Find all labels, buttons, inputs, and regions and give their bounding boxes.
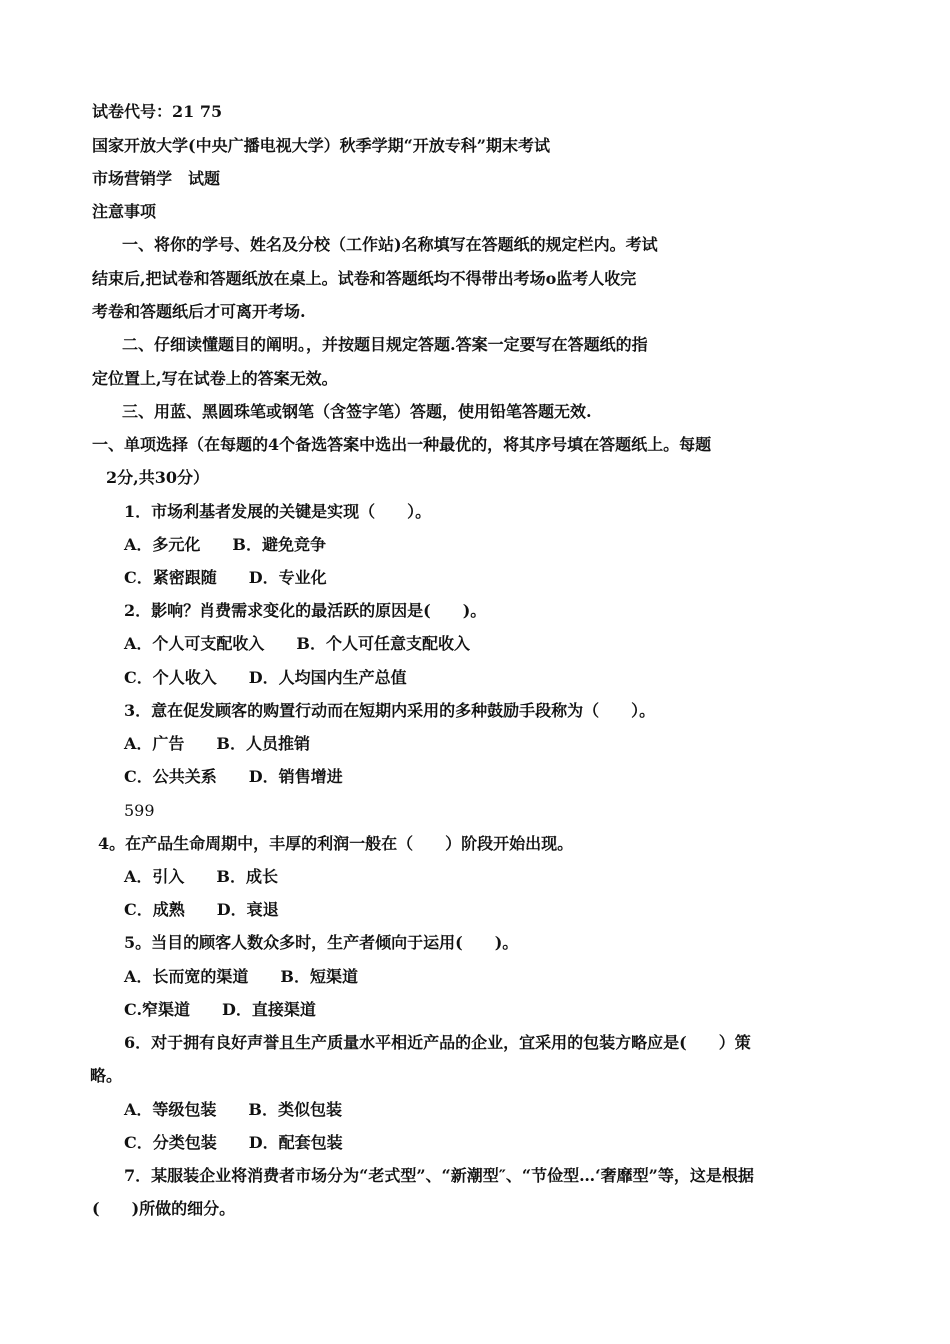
question-option: C．成熟 D．衰退 bbox=[124, 900, 279, 919]
notes-line: 考卷和答题纸后才可离开考场. bbox=[92, 302, 306, 321]
question-option: A．引入 B．成长 bbox=[124, 867, 278, 886]
notes-line: 三、用蓝、黑圆珠笔或钢笔（含签字笔）答题，使用铅笔答题无效. bbox=[122, 402, 592, 421]
question-stem-cont: ( )所做的细分。 bbox=[92, 1199, 236, 1218]
question-option: C．个人收入 D．人均国内生产总值 bbox=[124, 668, 407, 687]
question-stem: 3．意在促发顾客的购置行动而在短期内采用的多种鼓励手段称为（ ）。 bbox=[124, 701, 656, 720]
notes-line: 一、将你的学号、姓名及分校（工作站)名称填写在答题纸的规定栏内。考试 bbox=[122, 235, 658, 254]
question-stem: 4。在产品生命周期中，丰厚的利润一般在（ ）阶段开始出现。 bbox=[98, 834, 574, 853]
question-option: C．分类包装 D．配套包装 bbox=[124, 1133, 343, 1152]
notes-line: 二、仔细读懂题目的阐明。，并按题目规定答题.答案一定要写在答题纸的指 bbox=[122, 335, 648, 354]
question-stem: 7．某服装企业将消费者市场分为“老式型”、“新潮型″、“节俭型…‘奢靡型”等，这是根据 bbox=[124, 1166, 754, 1185]
notes-line: 结束后,把试卷和答题纸放在桌上。试卷和答题纸均不得带出考场o监考人收完 bbox=[92, 269, 637, 288]
page-number: 599 bbox=[124, 801, 155, 820]
question-stem-cont: 略。 bbox=[90, 1066, 123, 1085]
exam-subject: 市场营销学 试题 bbox=[92, 169, 221, 188]
section-title-cont: 2分,共30分） bbox=[106, 468, 209, 487]
exam-code: 试卷代号：21 75 bbox=[92, 102, 223, 121]
question-stem: 1．市场利基者发展的关键是实现（ ）。 bbox=[124, 502, 432, 521]
question-stem: 5。当目的顾客人数众多时，生产者倾向于运用( )。 bbox=[124, 933, 519, 952]
question-option: C．紧密跟随 D．专业化 bbox=[124, 568, 327, 587]
question-option: A．多元化 B．避免竞争 bbox=[124, 535, 326, 554]
question-stem: 2．影响？肖费需求变化的最活跃的原因是( )。 bbox=[124, 601, 487, 620]
question-option: A．等级包装 B．类似包装 bbox=[124, 1100, 342, 1119]
question-option: C.窄渠道 D．直接渠道 bbox=[124, 1000, 316, 1019]
notes-title: 注意事项 bbox=[92, 202, 157, 221]
notes-line: 定位置上,写在试卷上的答案无效。 bbox=[92, 369, 338, 388]
exam-university: 国家开放大学(中央广播电视大学）秋季学期“开放专科”期末考试 bbox=[92, 136, 550, 155]
section-title: 一、单项选择（在每题的4个备选答案中选出一种最优的，将其序号填在答题纸上。每题 bbox=[92, 435, 712, 454]
question-option: A．长而宽的渠道 B．短渠道 bbox=[124, 967, 358, 986]
question-option: A．广告 B．人员推销 bbox=[124, 734, 310, 753]
question-option: A．个人可支配收入 B．个人可任意支配收入 bbox=[124, 634, 470, 653]
question-stem: 6．对于拥有良好声誉且生产质量水平相近产品的企业，宜采用的包装方略应是( ）策 bbox=[124, 1033, 751, 1052]
question-option: C．公共关系 D．销售增进 bbox=[124, 767, 343, 786]
